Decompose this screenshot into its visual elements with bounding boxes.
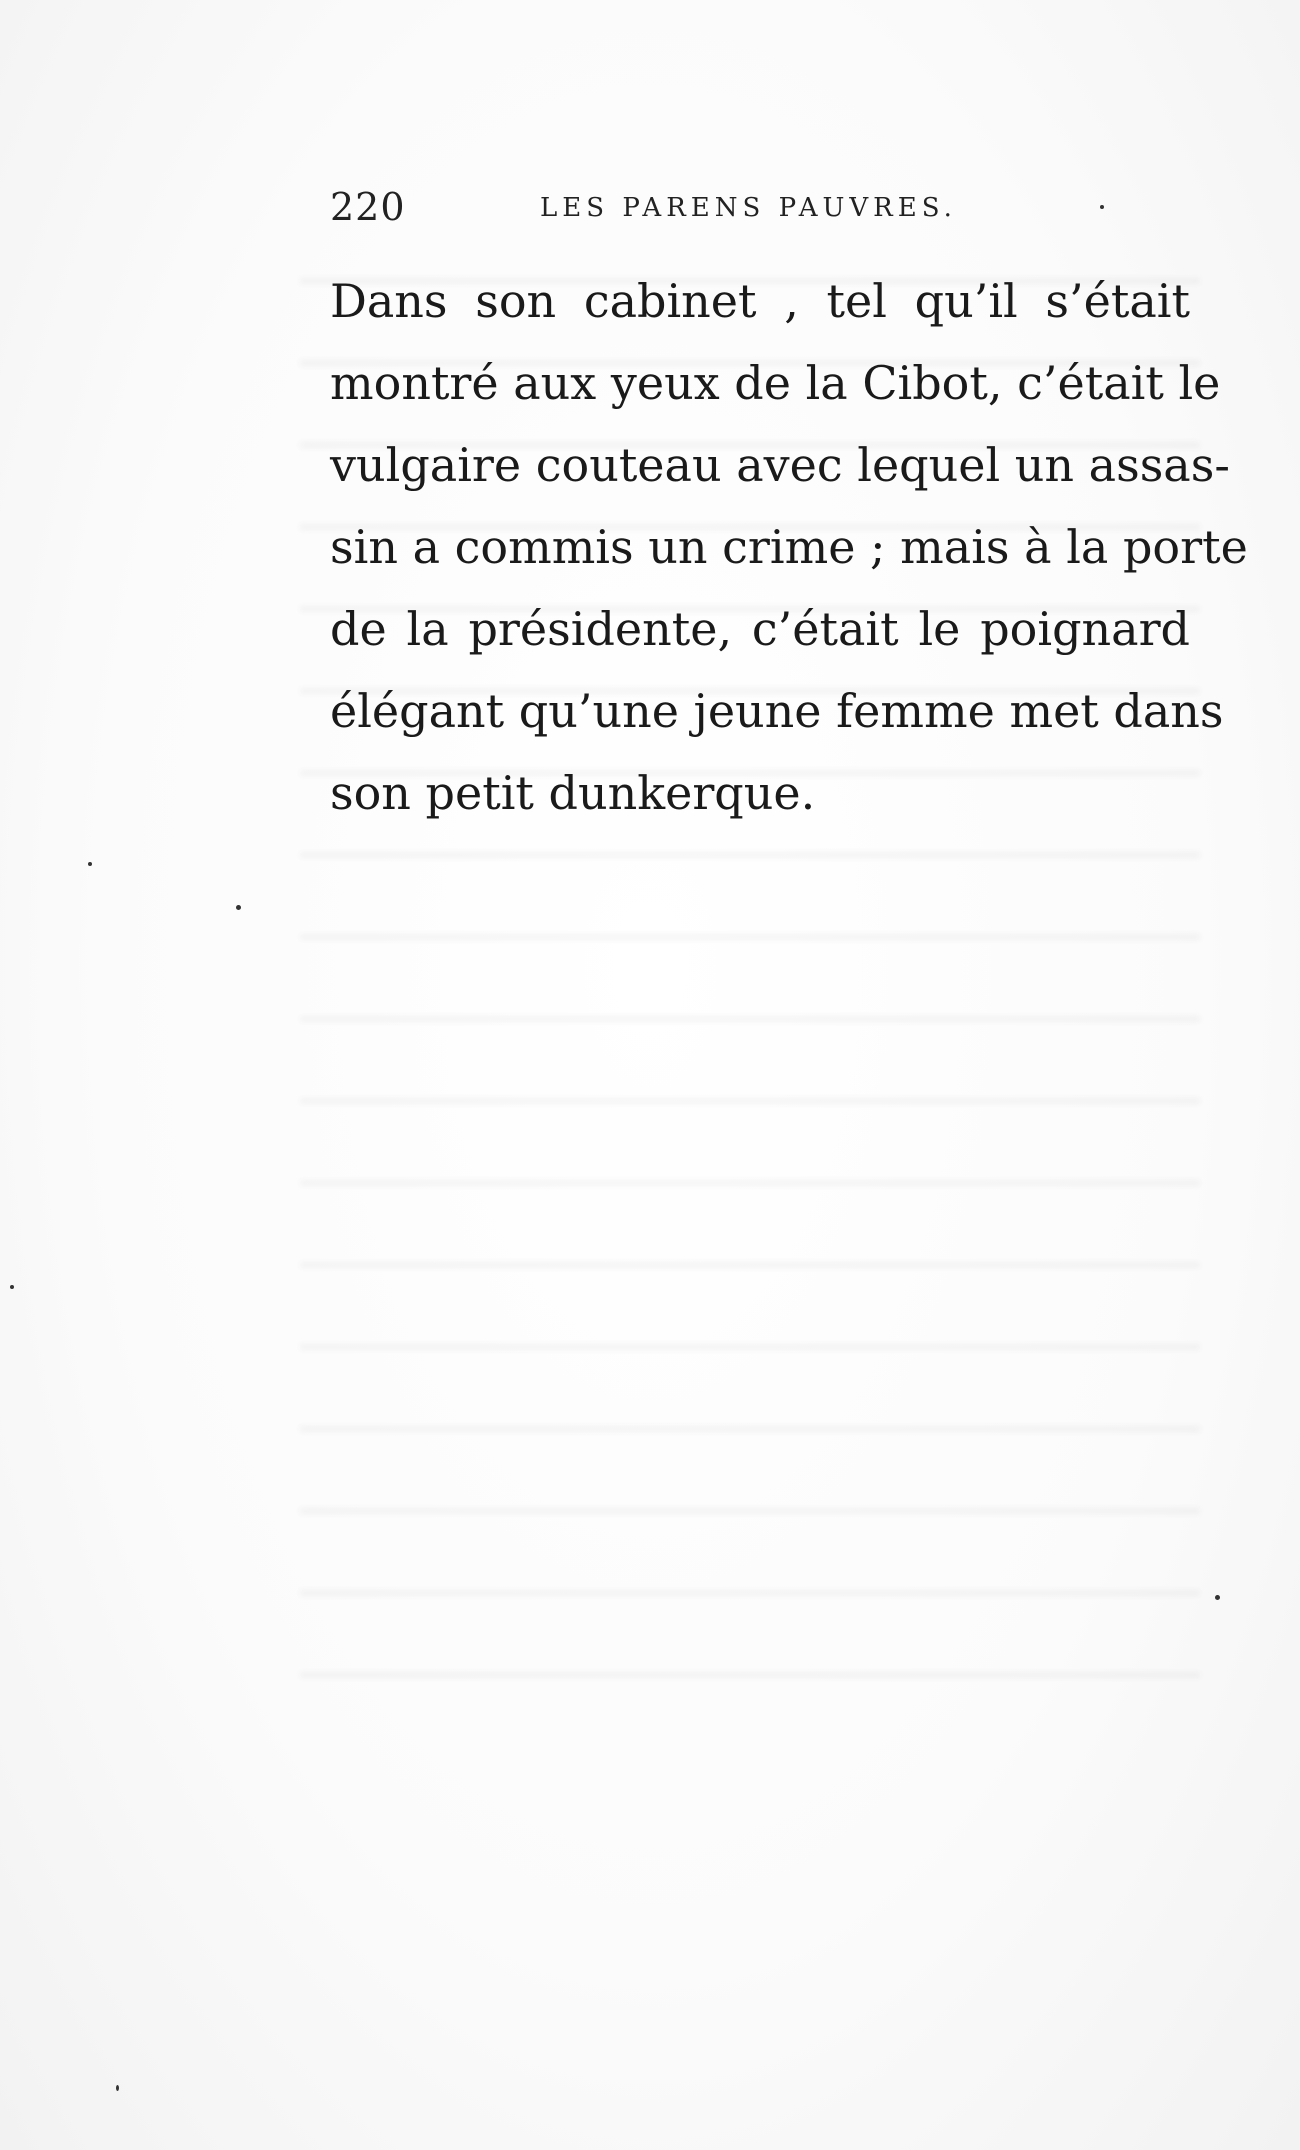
text-line: vulgaire couteau avec lequel un assas- xyxy=(330,438,1230,492)
text-line: de la présidente, c’était le poignard xyxy=(330,602,1190,656)
paragraph xyxy=(330,260,1248,834)
ink-speck xyxy=(116,2085,119,2091)
text-line: élégant qu’une jeune femme met dans xyxy=(330,684,1224,738)
ink-speck xyxy=(1215,1595,1220,1600)
ink-speck xyxy=(236,905,241,910)
text-line: sin a commis un crime ; mais à la porte xyxy=(330,520,1248,574)
text-line: montré aux yeux de la Cibot, c’était le xyxy=(330,356,1221,410)
ink-speck xyxy=(1100,205,1104,209)
page-header xyxy=(330,185,980,235)
text-line: Dans son cabinet , tel qu’il s’était xyxy=(330,274,1190,328)
ink-speck xyxy=(88,862,92,866)
ink-speck xyxy=(10,1285,14,1289)
running-title: LES PARENS PAUVRES. xyxy=(540,193,957,223)
text-line: son petit dunkerque. xyxy=(330,766,816,820)
page-number: 220 xyxy=(330,185,406,229)
